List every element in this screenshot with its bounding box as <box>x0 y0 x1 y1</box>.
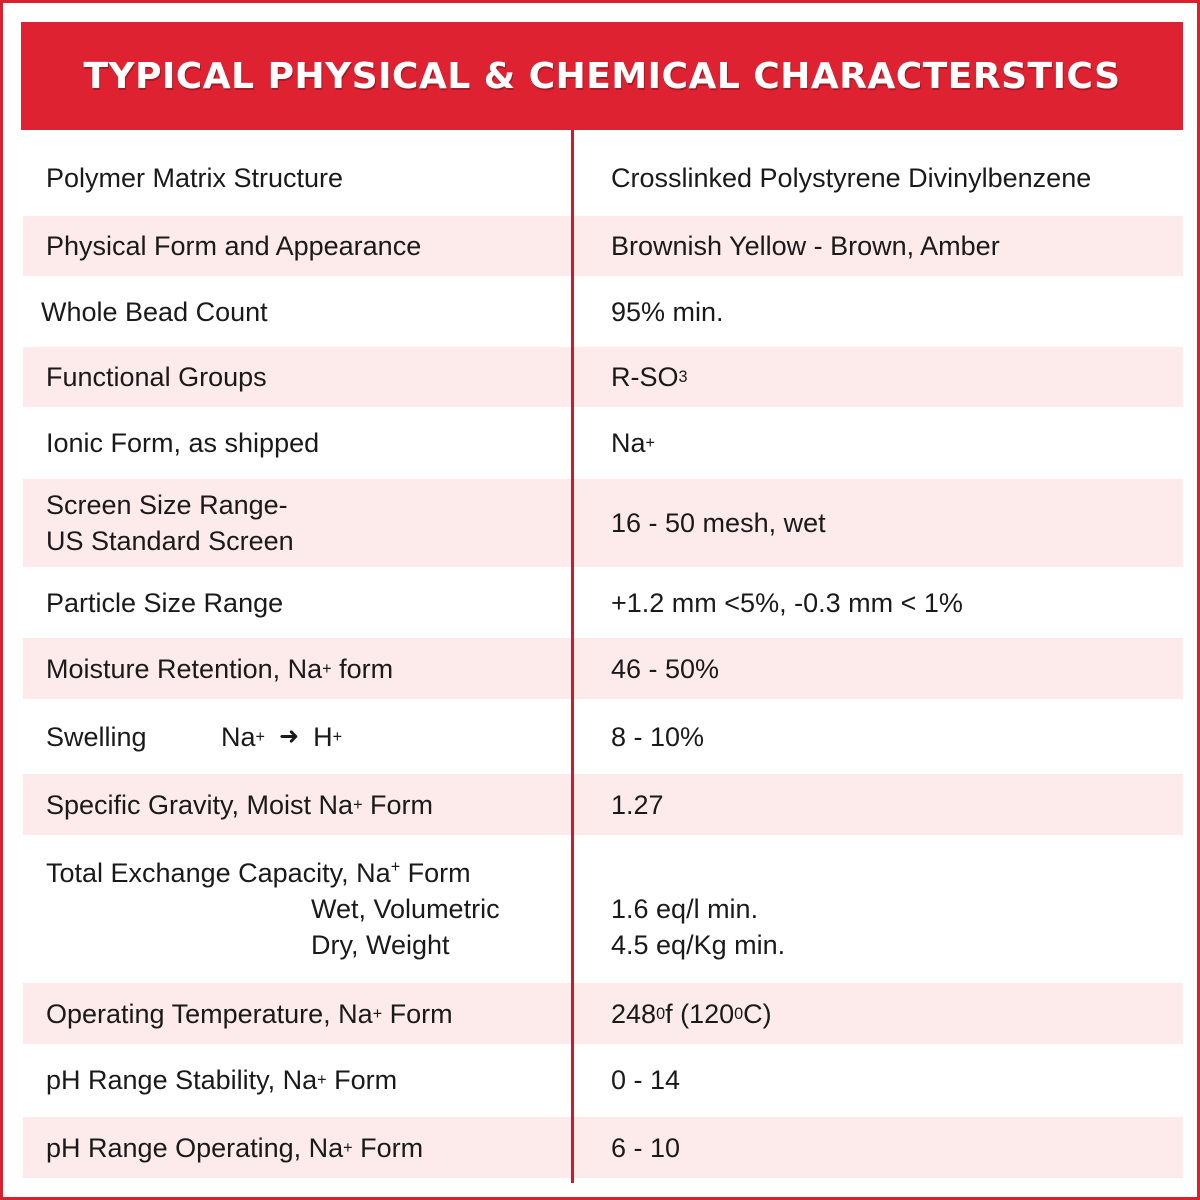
row-value: R-SO 3 <box>611 347 1173 407</box>
row-value-dry: 4.5 eq/Kg min. <box>611 930 786 960</box>
row-label-line-1: Screen Size Range- <box>46 490 288 520</box>
row-label: pH Range Stability, Na + Form <box>46 1045 566 1115</box>
row-value: Crosslinked Polystyrene Divinylbenzene <box>611 163 1092 193</box>
table-row <box>23 774 1183 835</box>
table-row <box>23 1045 1183 1115</box>
row-label: Polymer Matrix Structure <box>46 163 344 193</box>
row-sublabel-wet: Wet, Volumetric <box>311 894 500 924</box>
row-value: 1.27 <box>611 789 664 820</box>
label-text: Form <box>352 1132 424 1163</box>
table-row <box>23 216 1183 276</box>
row-sublabel-dry: Dry, Weight <box>311 930 450 960</box>
row-label: pH Range Operating, Na + Form <box>46 1117 566 1178</box>
row-value: Brownish Yellow - Brown, Amber <box>611 231 1000 261</box>
table-row <box>23 836 1183 982</box>
row-value: 16 - 50 mesh, wet <box>611 508 826 538</box>
row-label <box>46 836 566 982</box>
label-text: pH Range Operating, Na <box>46 1132 344 1163</box>
label-text: Moisture Retention, Na <box>46 653 323 684</box>
row-label: Whole Bead Count <box>41 297 268 327</box>
row-label: Particle Size Range <box>46 588 284 618</box>
table-row <box>23 569 1183 637</box>
title-banner <box>21 22 1183 130</box>
characteristics-table <box>23 130 1183 1183</box>
label-text: Specific Gravity, Moist Na <box>46 789 354 820</box>
label-text: form <box>331 653 394 684</box>
table-row <box>23 409 1183 477</box>
row-label: Operating Temperature, Na + Form <box>46 983 566 1044</box>
table-row <box>23 638 1183 699</box>
label-text: Total Exchange Capacity, Na <box>46 858 391 888</box>
row-value-wet: 1.6 eq/l min. <box>611 894 759 924</box>
ion-symbol: H <box>313 722 333 752</box>
label-text: Form <box>326 1065 398 1095</box>
row-label: Moisture Retention, Na + form <box>46 638 566 699</box>
row-value <box>611 836 1173 982</box>
row-label-line-1 <box>46 855 500 891</box>
row-label: Functional Groups <box>46 362 267 392</box>
label-text: Form <box>382 998 453 1029</box>
label-text: Form <box>362 789 434 820</box>
table-row <box>23 479 1183 567</box>
row-value: 95% min. <box>611 297 724 327</box>
ion-symbol: Na <box>611 428 646 458</box>
value-text: f (120 <box>665 998 735 1029</box>
label-text: pH Range Stability, Na <box>46 1065 318 1095</box>
row-value: 6 - 10 <box>611 1132 681 1163</box>
label-text: Swelling <box>46 722 147 752</box>
page-title: TYPICAL PHYSICAL & CHEMICAL CHARACTERSTICS <box>83 55 1121 97</box>
label-text: Operating Temperature, Na <box>46 998 373 1029</box>
row-value: 8 - 10% <box>611 722 705 752</box>
value-text: 248 <box>611 998 657 1029</box>
row-label: Physical Form and Appearance <box>46 231 422 261</box>
row-label: Specific Gravity, Moist Na + Form <box>46 774 566 835</box>
row-label: Ionic Form, as shipped <box>46 428 320 458</box>
value-text: C) <box>743 998 772 1029</box>
ion-charge: + <box>390 858 401 876</box>
table-row <box>23 1117 1183 1178</box>
row-value: +1.2 mm <5%, -0.3 mm < 1% <box>611 588 963 618</box>
ion-symbol: Na <box>221 722 256 752</box>
arrow-right-icon: ➜ <box>278 723 300 750</box>
table-row <box>23 701 1183 773</box>
row-label-line-2: US Standard Screen <box>46 526 294 556</box>
column-divider <box>571 130 574 1183</box>
table-row <box>23 347 1183 407</box>
row-value: 0 - 14 <box>611 1065 681 1095</box>
row-value: 248 0 f (120 0 C) <box>611 983 1173 1044</box>
row-label <box>46 479 566 567</box>
row-label: Swelling Na + ➜ H + <box>46 701 566 773</box>
table-row <box>23 142 1183 214</box>
table-row <box>23 278 1183 346</box>
table-row <box>23 983 1183 1044</box>
formula-main: R-SO <box>611 362 679 392</box>
row-value: Na + <box>611 409 1173 477</box>
label-text: Form <box>400 858 471 888</box>
row-value: 46 - 50% <box>611 653 720 684</box>
